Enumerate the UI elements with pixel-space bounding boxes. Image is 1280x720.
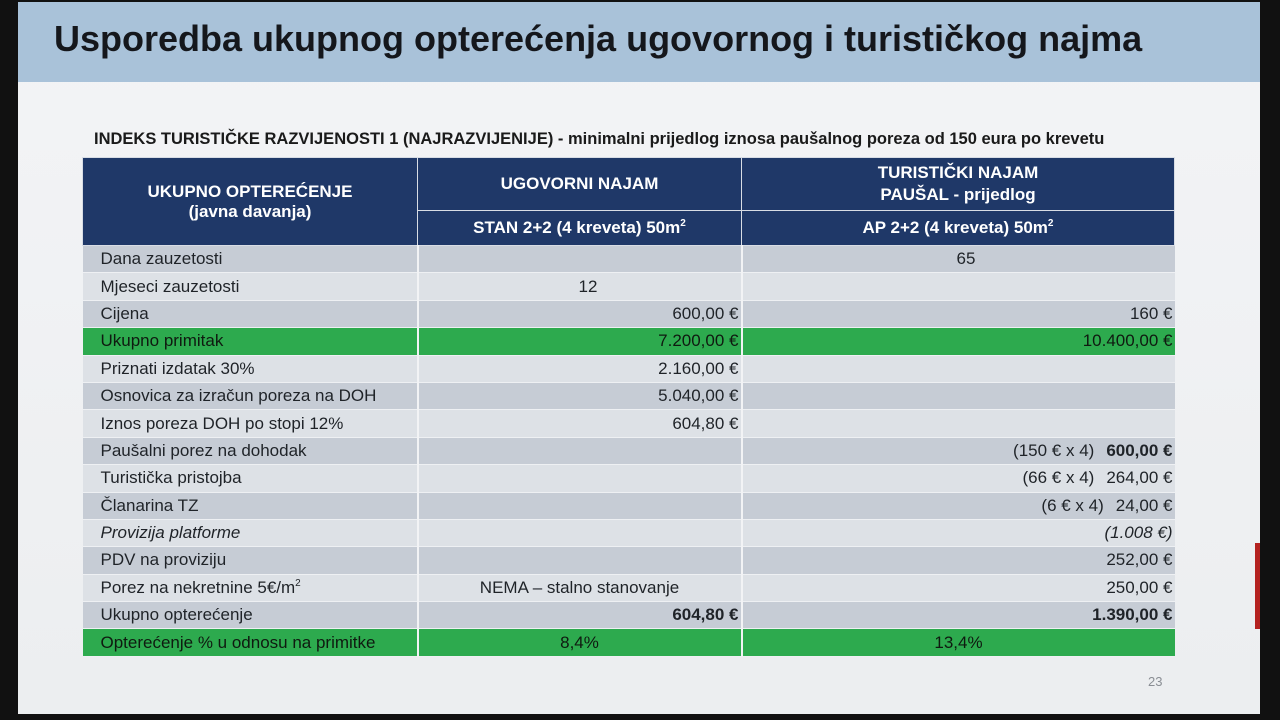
page-number: 23	[1148, 674, 1163, 689]
table-row	[83, 246, 1175, 273]
calc-note: (6 € x 4)	[1041, 495, 1104, 515]
header-col1-line2: (javna davanja)	[188, 201, 312, 221]
row-label-sup: 2	[295, 577, 301, 589]
turisticki-value: 10.400,00 €	[742, 328, 1175, 355]
header-ukupno-opterecenje	[83, 158, 418, 246]
ugovorni-value	[418, 519, 742, 546]
table-row-highlight	[83, 328, 1175, 355]
table-row	[83, 355, 1175, 382]
subheader-ap	[742, 211, 1175, 246]
calc-note: (66 € x 4)	[1022, 468, 1095, 488]
row-label: Ukupno primitak	[83, 328, 418, 355]
row-label: PDV na proviziju	[83, 547, 418, 574]
ugovorni-value	[418, 246, 742, 273]
turisticki-value	[742, 355, 1175, 382]
row-label-text: Porez na nekretnine 5€/m	[100, 577, 296, 597]
turisticki-value: 65	[742, 246, 1175, 273]
subheader-stan	[418, 211, 742, 246]
table-row	[83, 437, 1175, 464]
amount: 600,00 €	[1106, 440, 1173, 460]
row-label: Članarina TZ	[83, 492, 418, 519]
slide-title: Usporedba ukupnog opterećenja ugovornog i turističkog najma	[54, 18, 1143, 59]
turisticki-value: 160 €	[742, 300, 1175, 327]
header-col3-line2: PAUŠAL - prijedlog	[880, 185, 1036, 204]
amount: 264,00 €	[1106, 468, 1173, 488]
ugovorni-value: 7.200,00 €	[418, 328, 742, 355]
turisticki-value: (1.008 €)	[742, 519, 1175, 546]
header-col3-line1: TURISTIČKI NAJAM	[877, 163, 1039, 182]
turisticki-value: 1.390,00 €	[742, 602, 1175, 629]
ugovorni-value: 600,00 €	[418, 300, 742, 327]
ugovorni-value	[418, 547, 742, 574]
ugovorni-value	[418, 437, 742, 464]
ugovorni-value	[418, 492, 742, 519]
amount: 24,00 €	[1115, 495, 1173, 515]
header-col1-line1: UKUPNO OPTEREĆENJE	[147, 181, 353, 201]
row-label: Dana zauzetosti	[83, 246, 418, 273]
row-label	[83, 574, 418, 601]
red-edge-marker	[1255, 543, 1260, 629]
row-label: Iznos poreza DOH po stopi 12%	[83, 410, 418, 437]
row-label: Opterećenje % u odnosu na primitke	[83, 629, 418, 656]
header-ugovorni-najam: UGOVORNI NAJAM	[418, 158, 742, 211]
subheader-stan-sup: 2	[680, 218, 686, 229]
ugovorni-value: 8,4%	[418, 629, 742, 656]
calc-note: (150 € x 4)	[1013, 440, 1095, 460]
row-label: Cijena	[83, 300, 418, 327]
turisticki-value: 252,00 €	[742, 547, 1175, 574]
table-row	[83, 547, 1175, 574]
title-bar	[18, 2, 1260, 82]
row-label: Priznati izdatak 30%	[83, 355, 418, 382]
comparison-table	[82, 157, 1175, 657]
table-subtitle: INDEKS TURISTIČKE RAZVIJENOSTI 1 (NAJRAZVIJENIJE) - minimalni prijedlog iznosa paušalnog poreza od 150 eura po krevetu	[94, 130, 1105, 148]
ugovorni-value: 2.160,00 €	[418, 355, 742, 382]
table-row	[83, 574, 1175, 601]
row-label: Turistička pristojba	[83, 465, 418, 492]
slide	[18, 2, 1260, 714]
ugovorni-value: 5.040,00 €	[418, 382, 742, 409]
table-row	[83, 519, 1175, 546]
ugovorni-value: NEMA – stalno stanovanje	[418, 574, 742, 601]
row-label: Provizija platforme	[83, 519, 418, 546]
row-label: Paušalni porez na dohodak	[83, 437, 418, 464]
row-label: Mjeseci zauzetosti	[83, 273, 418, 300]
ugovorni-value	[418, 465, 742, 492]
table-row	[83, 602, 1175, 629]
table-row	[83, 465, 1175, 492]
table-row	[83, 300, 1175, 327]
turisticki-value	[742, 492, 1175, 519]
table-row	[83, 273, 1175, 300]
turisticki-value: 13,4%	[742, 629, 1175, 656]
row-label: Ukupno opterećenje	[83, 602, 418, 629]
row-label: Osnovica za izračun poreza na DOH	[83, 382, 418, 409]
turisticki-value: 250,00 €	[742, 574, 1175, 601]
subheader-ap-sup: 2	[1047, 218, 1054, 229]
turisticki-value	[742, 465, 1175, 492]
turisticki-value	[742, 410, 1175, 437]
ugovorni-value: 604,80 €	[418, 410, 742, 437]
subheader-stan-text: STAN 2+2 (4 kreveta) 50m	[473, 218, 681, 237]
subheader-ap-text: AP 2+2 (4 kreveta) 50m	[862, 218, 1048, 237]
turisticki-value	[742, 273, 1175, 300]
header-turisticki-najam	[742, 158, 1175, 211]
table-row	[83, 410, 1175, 437]
turisticki-value	[742, 382, 1175, 409]
table-row-highlight	[83, 629, 1175, 656]
turisticki-value	[742, 437, 1175, 464]
ugovorni-value: 12	[418, 273, 742, 300]
table-row	[83, 382, 1175, 409]
ugovorni-value: 604,80 €	[418, 602, 742, 629]
table-row	[83, 492, 1175, 519]
